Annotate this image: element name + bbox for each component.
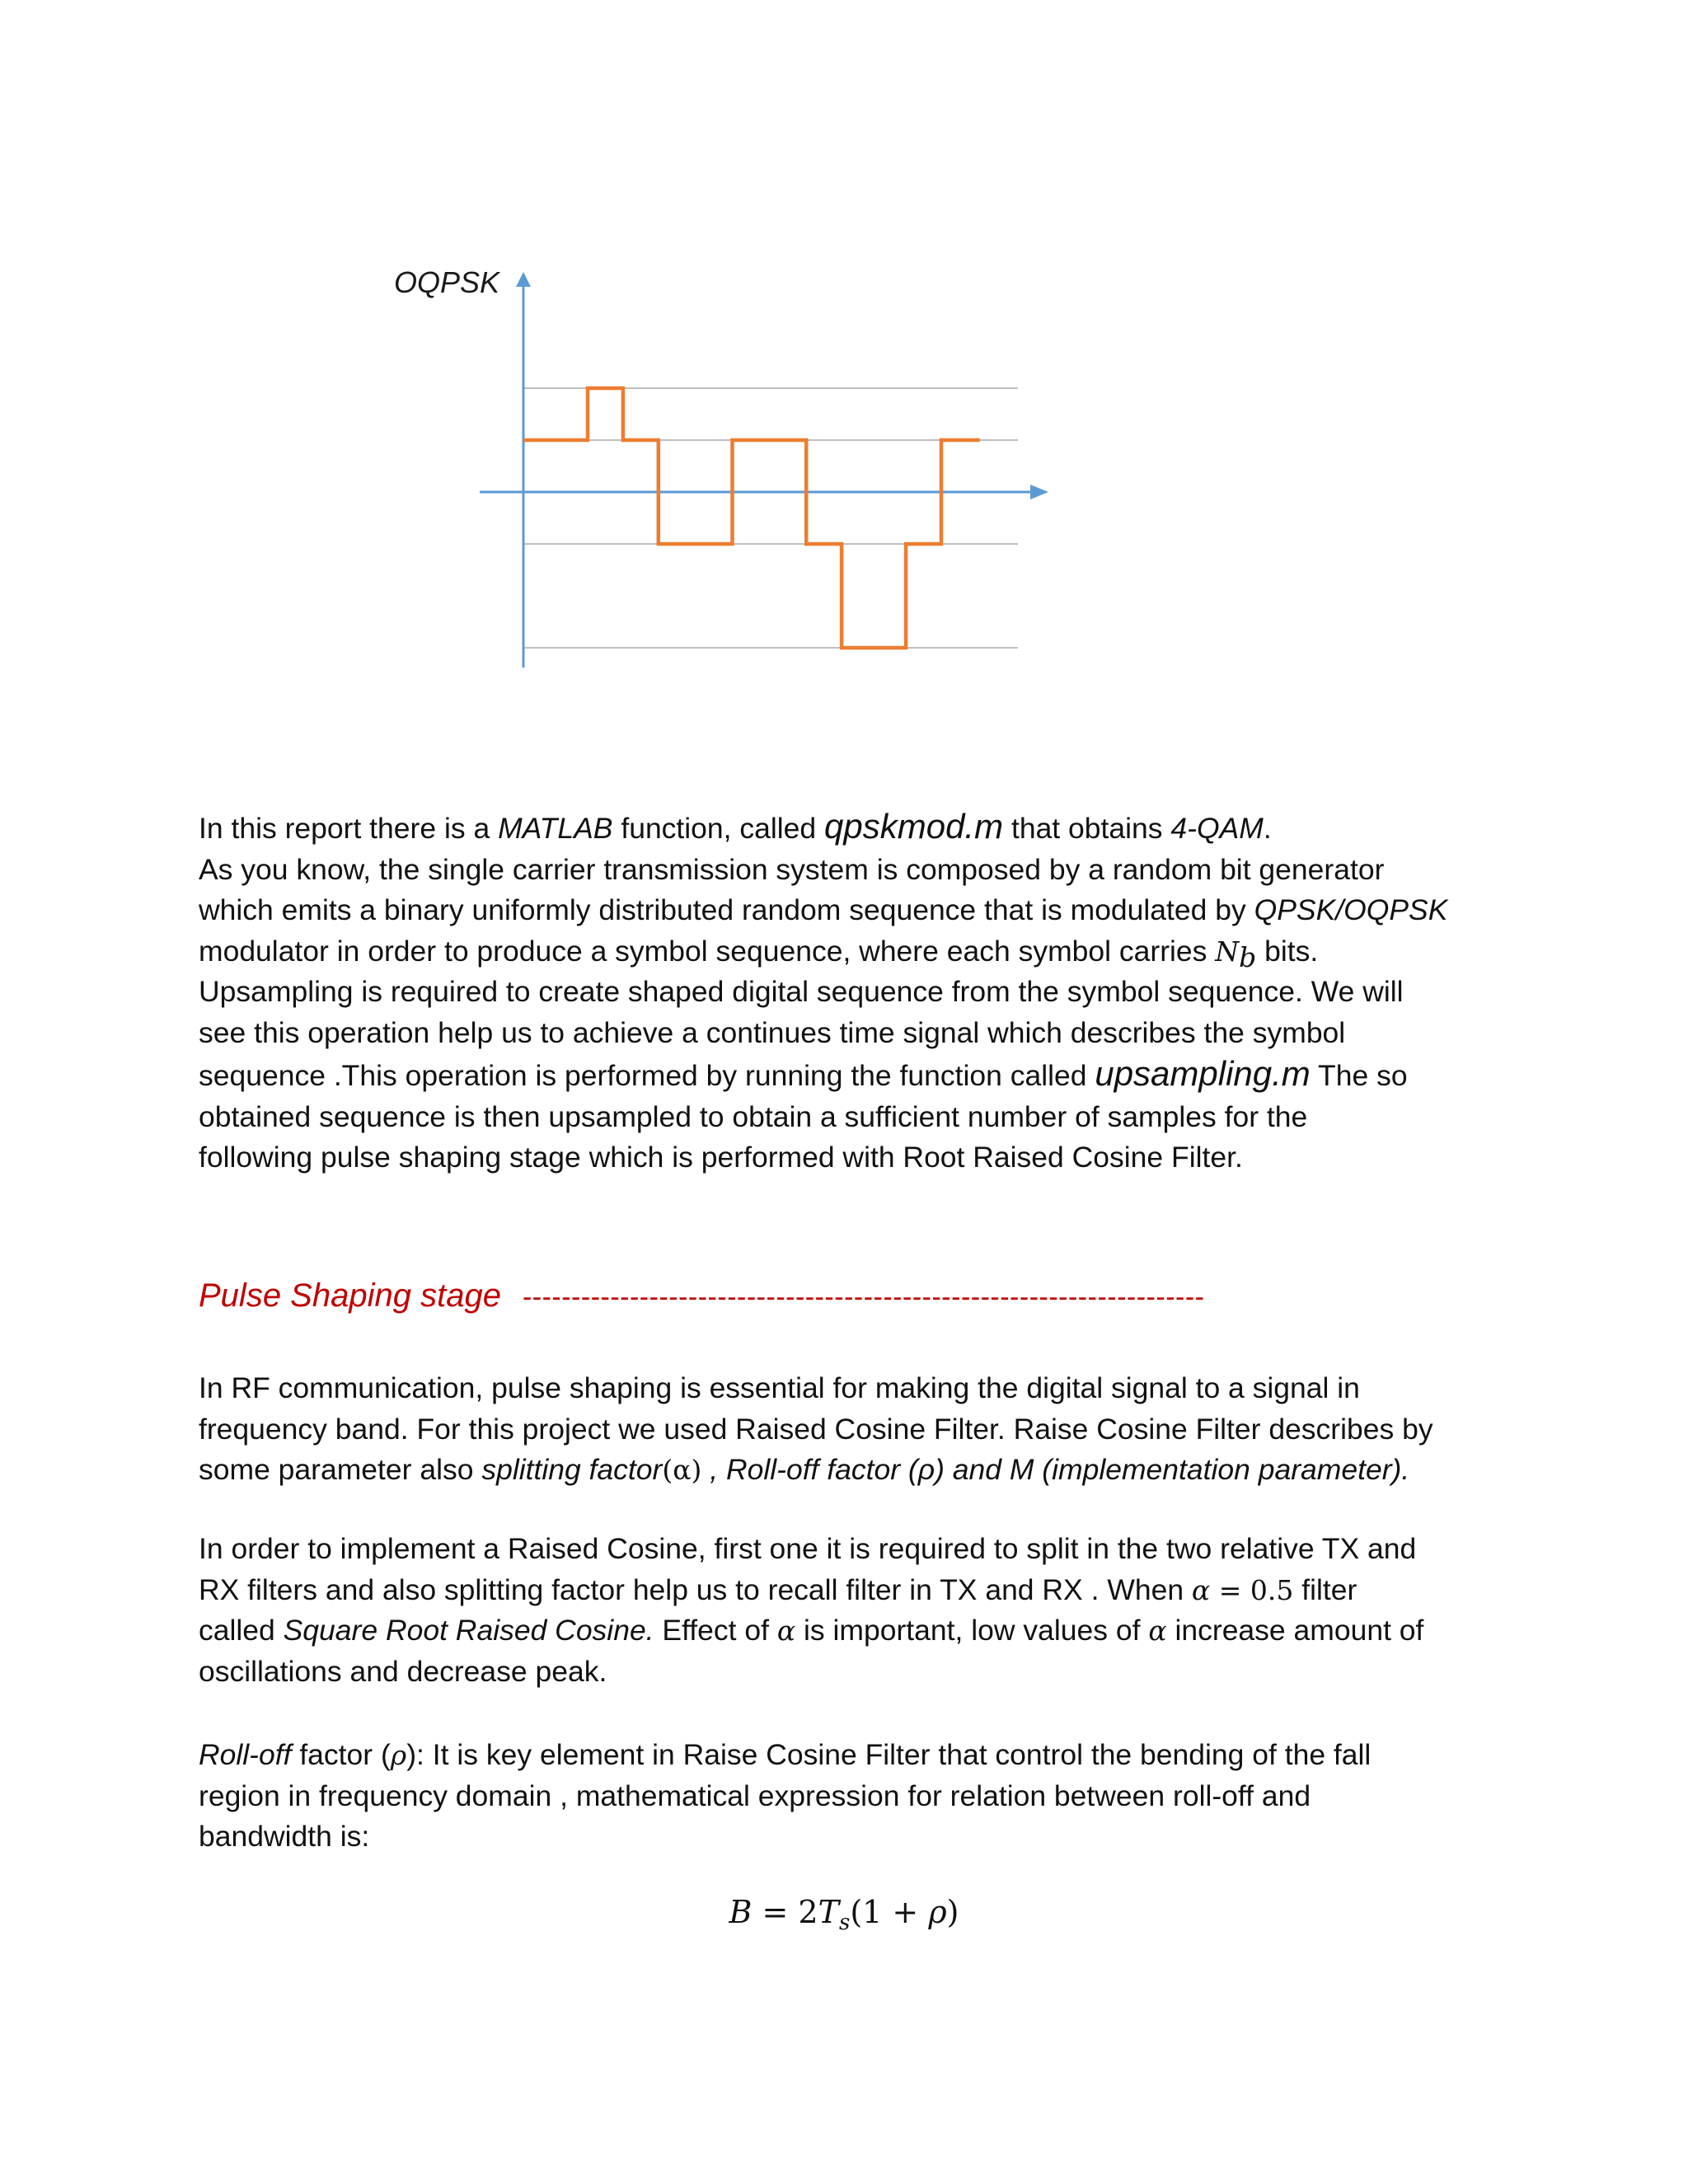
x-axis-arrow-icon	[1030, 485, 1048, 499]
bandwidth-equation: $B = 2T_s(1 + \rho)$	[729, 1894, 959, 1935]
function-name: qpskmod.m	[824, 807, 1004, 846]
grid-lines	[523, 388, 1018, 648]
text-line: bandwidth is:	[199, 1820, 370, 1853]
text-line: oscillations and decrease peak.	[199, 1654, 607, 1688]
function-name: upsampling.m	[1095, 1054, 1311, 1093]
text-line: frequency band. For this project we used Raised Cosine Filter. Raise Cosine Filter describes by	[199, 1412, 1433, 1446]
text-line: RX filters and also splitting factor help us to recall filter in TX and RX . When α = 0.5 filter	[199, 1572, 1357, 1606]
pulse-shaping-paragraph	[199, 1368, 1534, 1491]
roll-off-paragraph	[199, 1735, 1534, 1858]
text-line: In RF communication, pulse shaping is essential for making the digital signal to a signal in	[199, 1371, 1360, 1404]
text-line: see this operation help us to achieve a continues time signal which describes the symbol	[199, 1015, 1346, 1049]
section-divider: ----------------------------------------------------------------------	[522, 1282, 1205, 1313]
text-line: following pulse shaping stage which is performed with Root Raised Cosine Filter.	[199, 1141, 1243, 1174]
figure-label: OQPSK	[394, 265, 500, 299]
y-axis-arrow-icon	[516, 272, 531, 287]
text-line: In this report there is a MATLAB function, called qpskmod.m that obtains 4-QAM.	[199, 807, 1272, 846]
text-line: obtained sequence is then upsampled to obtain a sufficient number of samples for the	[199, 1099, 1308, 1133]
text-line: called Square Root Raised Cosine. Effect of α is important, low values of α increase amount of	[199, 1614, 1424, 1647]
text-line: modulator in order to produce a symbol sequence, where each symbol carries $N_b$ bits.	[199, 934, 1319, 973]
raised-cosine-paragraph	[199, 1529, 1534, 1692]
text-line: sequence .This operation is performed by running the function called upsampling.m The so	[199, 1054, 1408, 1093]
text-line: Upsampling is required to create shaped digital sequence from the symbol sequence. We will	[199, 975, 1404, 1008]
text-line: some parameter also splitting factor(α) , Roll-off factor (ρ) and M (implementation parameter).	[199, 1453, 1410, 1486]
text-line: In order to implement a Raised Cosine, first one it is required to split in the two relative TX and	[199, 1532, 1417, 1565]
oqpsk-waveform-figure	[379, 247, 1071, 692]
section-heading	[199, 1273, 1534, 1319]
section-title: Pulse Shaping stage	[199, 1277, 501, 1314]
intro-paragraph	[199, 806, 1534, 1179]
oqpsk-signal-trace	[523, 388, 980, 648]
text-line: As you know, the single carrier transmission system is composed by a random bit generator	[199, 852, 1385, 886]
text-line: region in frequency domain , mathematical expression for relation between roll-off and	[199, 1779, 1311, 1812]
text-line: which emits a binary uniformly distributed random sequence that is modulated by QPSK/OQPSK	[199, 893, 1448, 926]
text-line: Roll-off factor (ρ): It is key element in Raise Cosine Filter that control the bending of the fall	[199, 1738, 1372, 1771]
